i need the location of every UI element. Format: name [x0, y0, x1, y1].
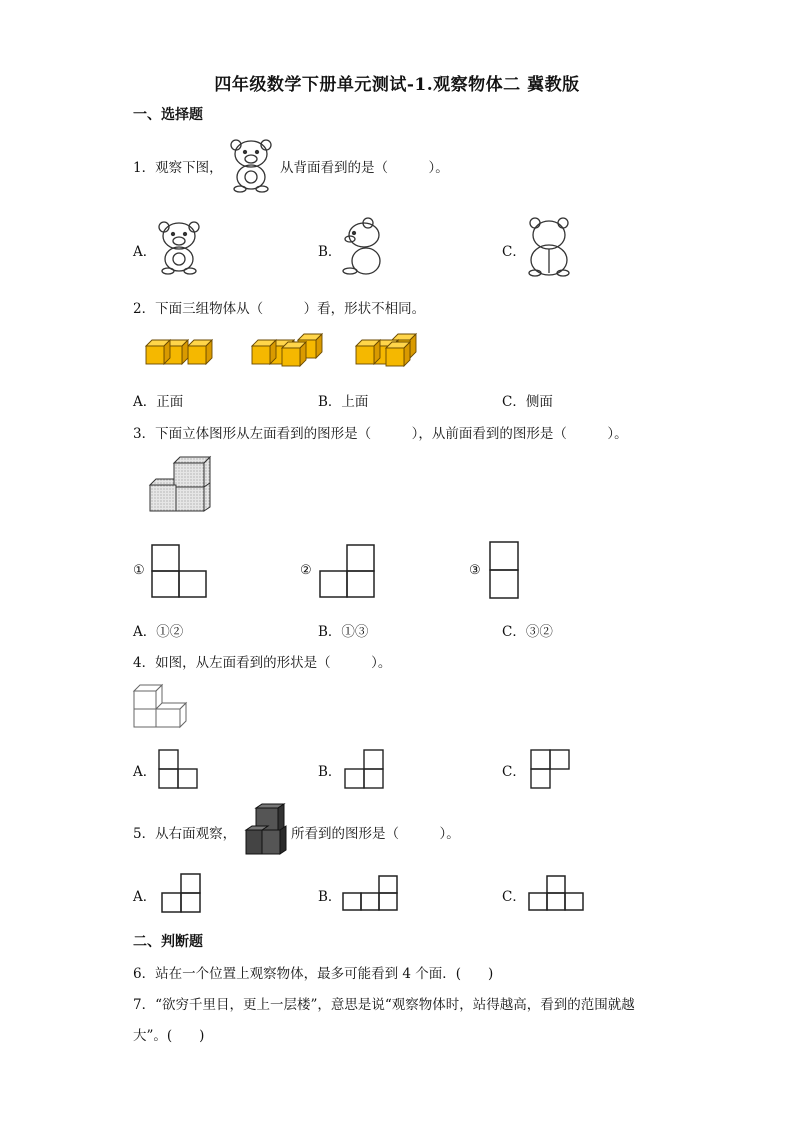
bear-front-icon — [156, 219, 202, 275]
cube-groups-illustration — [140, 334, 420, 370]
q5-option-c-figure — [527, 874, 587, 912]
q4-option-a[interactable]: A． — [133, 764, 157, 780]
q2-option-a[interactable]: A．正面 — [133, 394, 184, 410]
q5-option-a[interactable]: A． — [133, 889, 157, 905]
bear-side-icon — [340, 217, 382, 277]
q5-option-b-figure — [341, 874, 401, 912]
question-1-prefix: 1．观察下图， — [133, 160, 223, 176]
question-5-suffix: 所看到的图形是（ ）。 — [291, 826, 460, 842]
dark-cube-stack-illustration — [242, 802, 288, 858]
q4-option-c-figure — [529, 748, 571, 790]
q4-option-b-figure — [343, 748, 385, 790]
q4-option-b[interactable]: B． — [318, 764, 342, 780]
page-title: 四年级数学下册单元测试-1.观察物体二 冀教版 — [214, 75, 580, 95]
q3-option-a[interactable]: A．①② — [133, 624, 184, 640]
section-heading-judge: 二、判断题 — [133, 934, 203, 950]
q3-option-b[interactable]: B．①③ — [318, 624, 369, 640]
q1-option-a[interactable]: A． — [133, 244, 157, 260]
cube-stack-illustration — [132, 683, 190, 729]
question-1-suffix: 从背面看到的是（ ）。 — [280, 160, 449, 176]
question-6-text: 6．站在一个位置上观察物体，最多可能看到 4 个面．( ) — [133, 966, 494, 982]
q5-option-a-figure — [159, 872, 203, 914]
figure-label-2: ② — [300, 563, 312, 578]
q1-option-c[interactable]: C． — [502, 244, 526, 260]
cube — [282, 342, 306, 366]
figure-label-1: ① — [133, 563, 145, 578]
stacked-cubes-illustration — [148, 455, 214, 513]
q4-option-c[interactable]: C． — [502, 764, 526, 780]
bear-back-icon — [526, 215, 572, 277]
section-heading-choice: 一、选择题 — [133, 107, 203, 123]
question-7-line-1: 7．“欲穷千里目，更上一层楼”，意思是说“观察物体时，站得越高，看到的范围就越 — [133, 997, 635, 1013]
cube — [188, 340, 212, 364]
question-5-prefix: 5．从右面观察， — [133, 826, 237, 842]
q5-option-b[interactable]: B． — [318, 889, 342, 905]
question-2-text: 2．下面三组物体从（ ）看，形状不相同。 — [133, 301, 426, 317]
view-figure-2 — [318, 543, 376, 599]
q2-option-b[interactable]: B．上面 — [318, 394, 369, 410]
cube — [252, 340, 276, 364]
question-7-line-2: 大”。( ) — [133, 1028, 205, 1044]
cube — [356, 340, 380, 364]
q4-option-a-figure — [157, 748, 199, 790]
bear-front-icon — [228, 137, 274, 193]
figure-label-3: ③ — [469, 563, 481, 578]
question-4-text: 4．如图，从左面看到的形状是（ ）。 — [133, 655, 392, 671]
view-figure-1 — [150, 543, 208, 599]
q1-option-b[interactable]: B． — [318, 244, 342, 260]
q2-option-c[interactable]: C．侧面 — [502, 394, 553, 410]
view-figure-3 — [488, 540, 520, 600]
cube — [386, 342, 410, 366]
cube — [146, 340, 170, 364]
q3-option-c[interactable]: C．③② — [502, 624, 553, 640]
q5-option-c[interactable]: C． — [502, 889, 526, 905]
question-3-text: 3．下面立体图形从左面看到的图形是（ ），从前面看到的图形是（ ）。 — [133, 426, 628, 442]
